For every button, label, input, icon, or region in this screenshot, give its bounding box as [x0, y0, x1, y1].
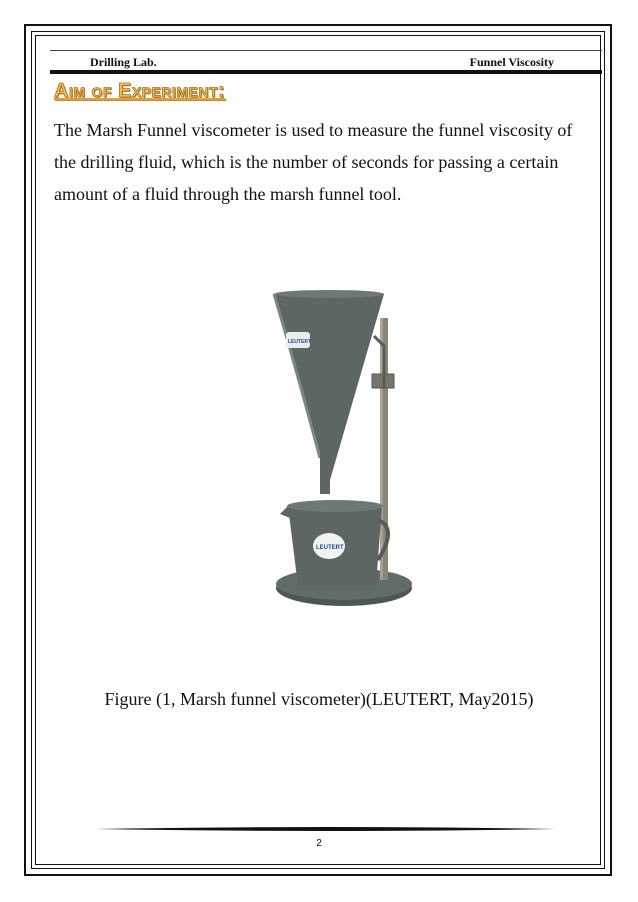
cup-label: LEUTERT	[316, 545, 344, 551]
footer-rule	[96, 826, 556, 832]
header-left-text: Drilling Lab.	[90, 55, 157, 69]
section-heading: Aim of Experiment:	[54, 80, 226, 102]
funnel-label: LEUTERT	[288, 339, 312, 345]
header-right-text: Funnel Viscosity	[469, 55, 554, 69]
figure-caption: Figure (1, Marsh funnel viscometer)(LEUTERT, May2015)	[104, 689, 534, 709]
page-number: 2	[316, 838, 322, 849]
marsh-funnel-image	[266, 288, 426, 612]
header-rule	[50, 70, 602, 74]
aim-paragraph: The Marsh Funnel viscometer is used to measure the funnel viscosity of the drilling fluid, which is the number of seconds for passing a certain amount of a fluid through the marsh funnel tool.	[54, 120, 573, 204]
page-header	[50, 50, 602, 70]
